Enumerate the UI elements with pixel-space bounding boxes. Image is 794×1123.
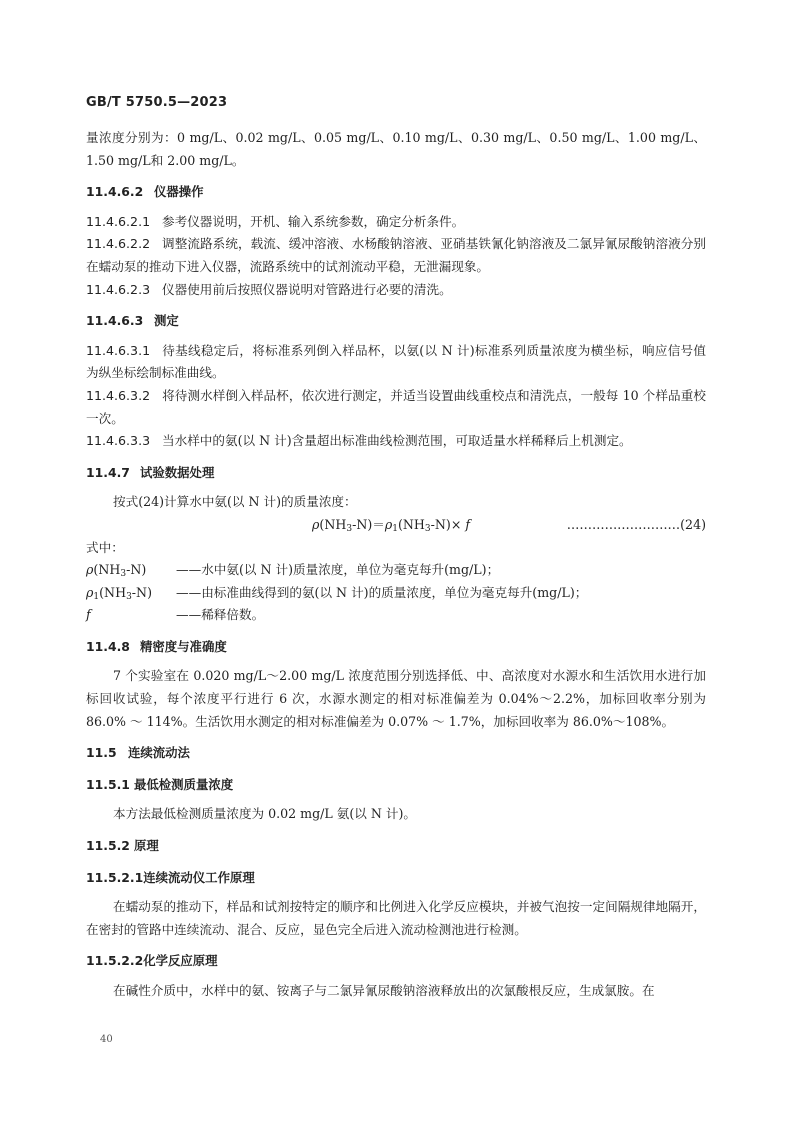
formula-intro: 按式(24)计算水中氨(以 N 计)的质量浓度： (113, 494, 357, 510)
reaction-principle-paragraph: 在碱性介质中，水样中的氨、铵离子与二氯异氰尿酸钠溶液释放出的次氯酸根反应，生成氯胺。在 (113, 983, 655, 998)
clause-11-4-6-3-1: 11.4.6.3.1 待基线稳定后，将标准系列倒入样品杯，以氨(以 N 计)标准系列质量浓度为横坐标，响应信号值为纵坐标绘制标准曲线。 (86, 342, 706, 381)
clause-11-4-6-2-2: 11.4.6.2.2 调整流路系统，载流、缓冲溶液、水杨酸钠溶液、亚硝基铁氰化钠溶液及二氯异氰尿酸钠溶液分别在蠕动泵的推动下进入仪器，流路系统中的试剂流动平稳，无泄漏现象。 (86, 236, 706, 274)
heading-11-5-2-1: 11.5.2.1连续流动仪工作原理 (86, 869, 255, 885)
clause-11-4-6-2-1: 11.4.6.2.1 参考仪器说明，开机、输入系统参数，确定分析条件。 (86, 213, 465, 229)
definition-row: $\rho_1(NH_3-N)$ ——由标准曲线得到的氨(以 N 计)的质量浓度，单位为毫克每升(mg/L)； (86, 582, 706, 605)
working-principle-paragraph: 在蠕动泵的推动下，样品和试剂按特定的顺序和比例进入化学反应模块，并被气泡按一定间隔规律地隔开，在密封的管路中连续流动、混合、反应，显色完全后进入流动检测池进行检测。 (86, 899, 706, 937)
definition-row: $\rho(NH_3-N)$ ——水中氨(以 N 计)质量浓度，单位为毫克每升(mg/L)； (86, 559, 706, 582)
heading-11-4-8: 11.4.8 精密度与准确度 (86, 638, 227, 654)
page-number: 40 (100, 1034, 113, 1045)
definition-row: f ——稀释倍数。 (86, 604, 706, 627)
paragraph-continuation: 量浓度分别为：0 mg/L、0.02 mg/L、0.05 mg/L、0.10 mg/L、0.30 mg/L、0.50 mg/L、1.00 mg/L、1.50 mg/L和 2.00 mg/L。 (86, 130, 706, 168)
formula-24 (86, 514, 706, 537)
clause-11-4-6-3-2: 11.4.6.3.2 将待测水样倒入样品杯，依次进行测定，并适当设置曲线重校点和清洗点，一般每 10 个样品重校一次。 (86, 387, 706, 426)
formula-number: ………………………(24) (566, 516, 706, 532)
where-label: 式中： (86, 539, 124, 555)
page-content (86, 127, 706, 1003)
heading-11-5: 11.5 连续流动法 (86, 745, 190, 761)
heading-11-4-6-2 (86, 181, 706, 204)
heading-11-5-2-2: 11.5.2.2化学反应原理 (86, 953, 218, 969)
formula-expression: $\rho(NH_3-N)=\rho_1(NH_3-N)\times f$ (312, 516, 471, 534)
symbol-rho1: $\rho_1(NH_3-N)$ (86, 584, 152, 602)
standard-code: GB/T 5750.5—2023 (86, 95, 228, 110)
heading-11-4-6-3: 11.4.6.3 测定 (86, 313, 179, 329)
heading-11-5-1: 11.5.1 最低检测质量浓度 (86, 776, 234, 792)
variable-definitions (86, 559, 706, 627)
detection-limit-paragraph: 本方法最低检测质量浓度为 0.02 mg/L 氨(以 N 计)。 (113, 806, 417, 822)
heading-title: 仪器操作 (154, 184, 204, 200)
clause-11-4-6-2-3: 11.4.6.2.3 仪器使用前后按照仪器说明对管路进行必要的清洗。 (86, 281, 452, 297)
precision-paragraph: 7 个实验室在 0.020 mg/L～2.00 mg/L 浓度范围分别选择低、中、高浓度对水源水和生活饮用水进行加标回收试验，每个浓度平行进行 6 次，水源水测定的相对标准偏差为 0.04%～2.2%，加标回收率分别为 86.0% ～ 114%。生活饮用水测定的相对标准偏差为 0.07% ～ 1.7%，加标回收率为 86.0%～108%。 (86, 668, 706, 729)
heading-number: 11.4.6.2 (86, 184, 144, 200)
heading-11-4-7: 11.4.7 试验数据处理 (86, 464, 215, 480)
clause-11-4-6-3-3: 11.4.6.3.3 当水样中的氨(以 N 计)含量超出标准曲线检测范围，可取适量水样稀释后上机测定。 (86, 433, 632, 449)
symbol-rho: $\rho(NH_3-N)$ (86, 562, 147, 580)
heading-11-5-2: 11.5.2 原理 (86, 838, 159, 854)
symbol-f: f (86, 607, 91, 623)
